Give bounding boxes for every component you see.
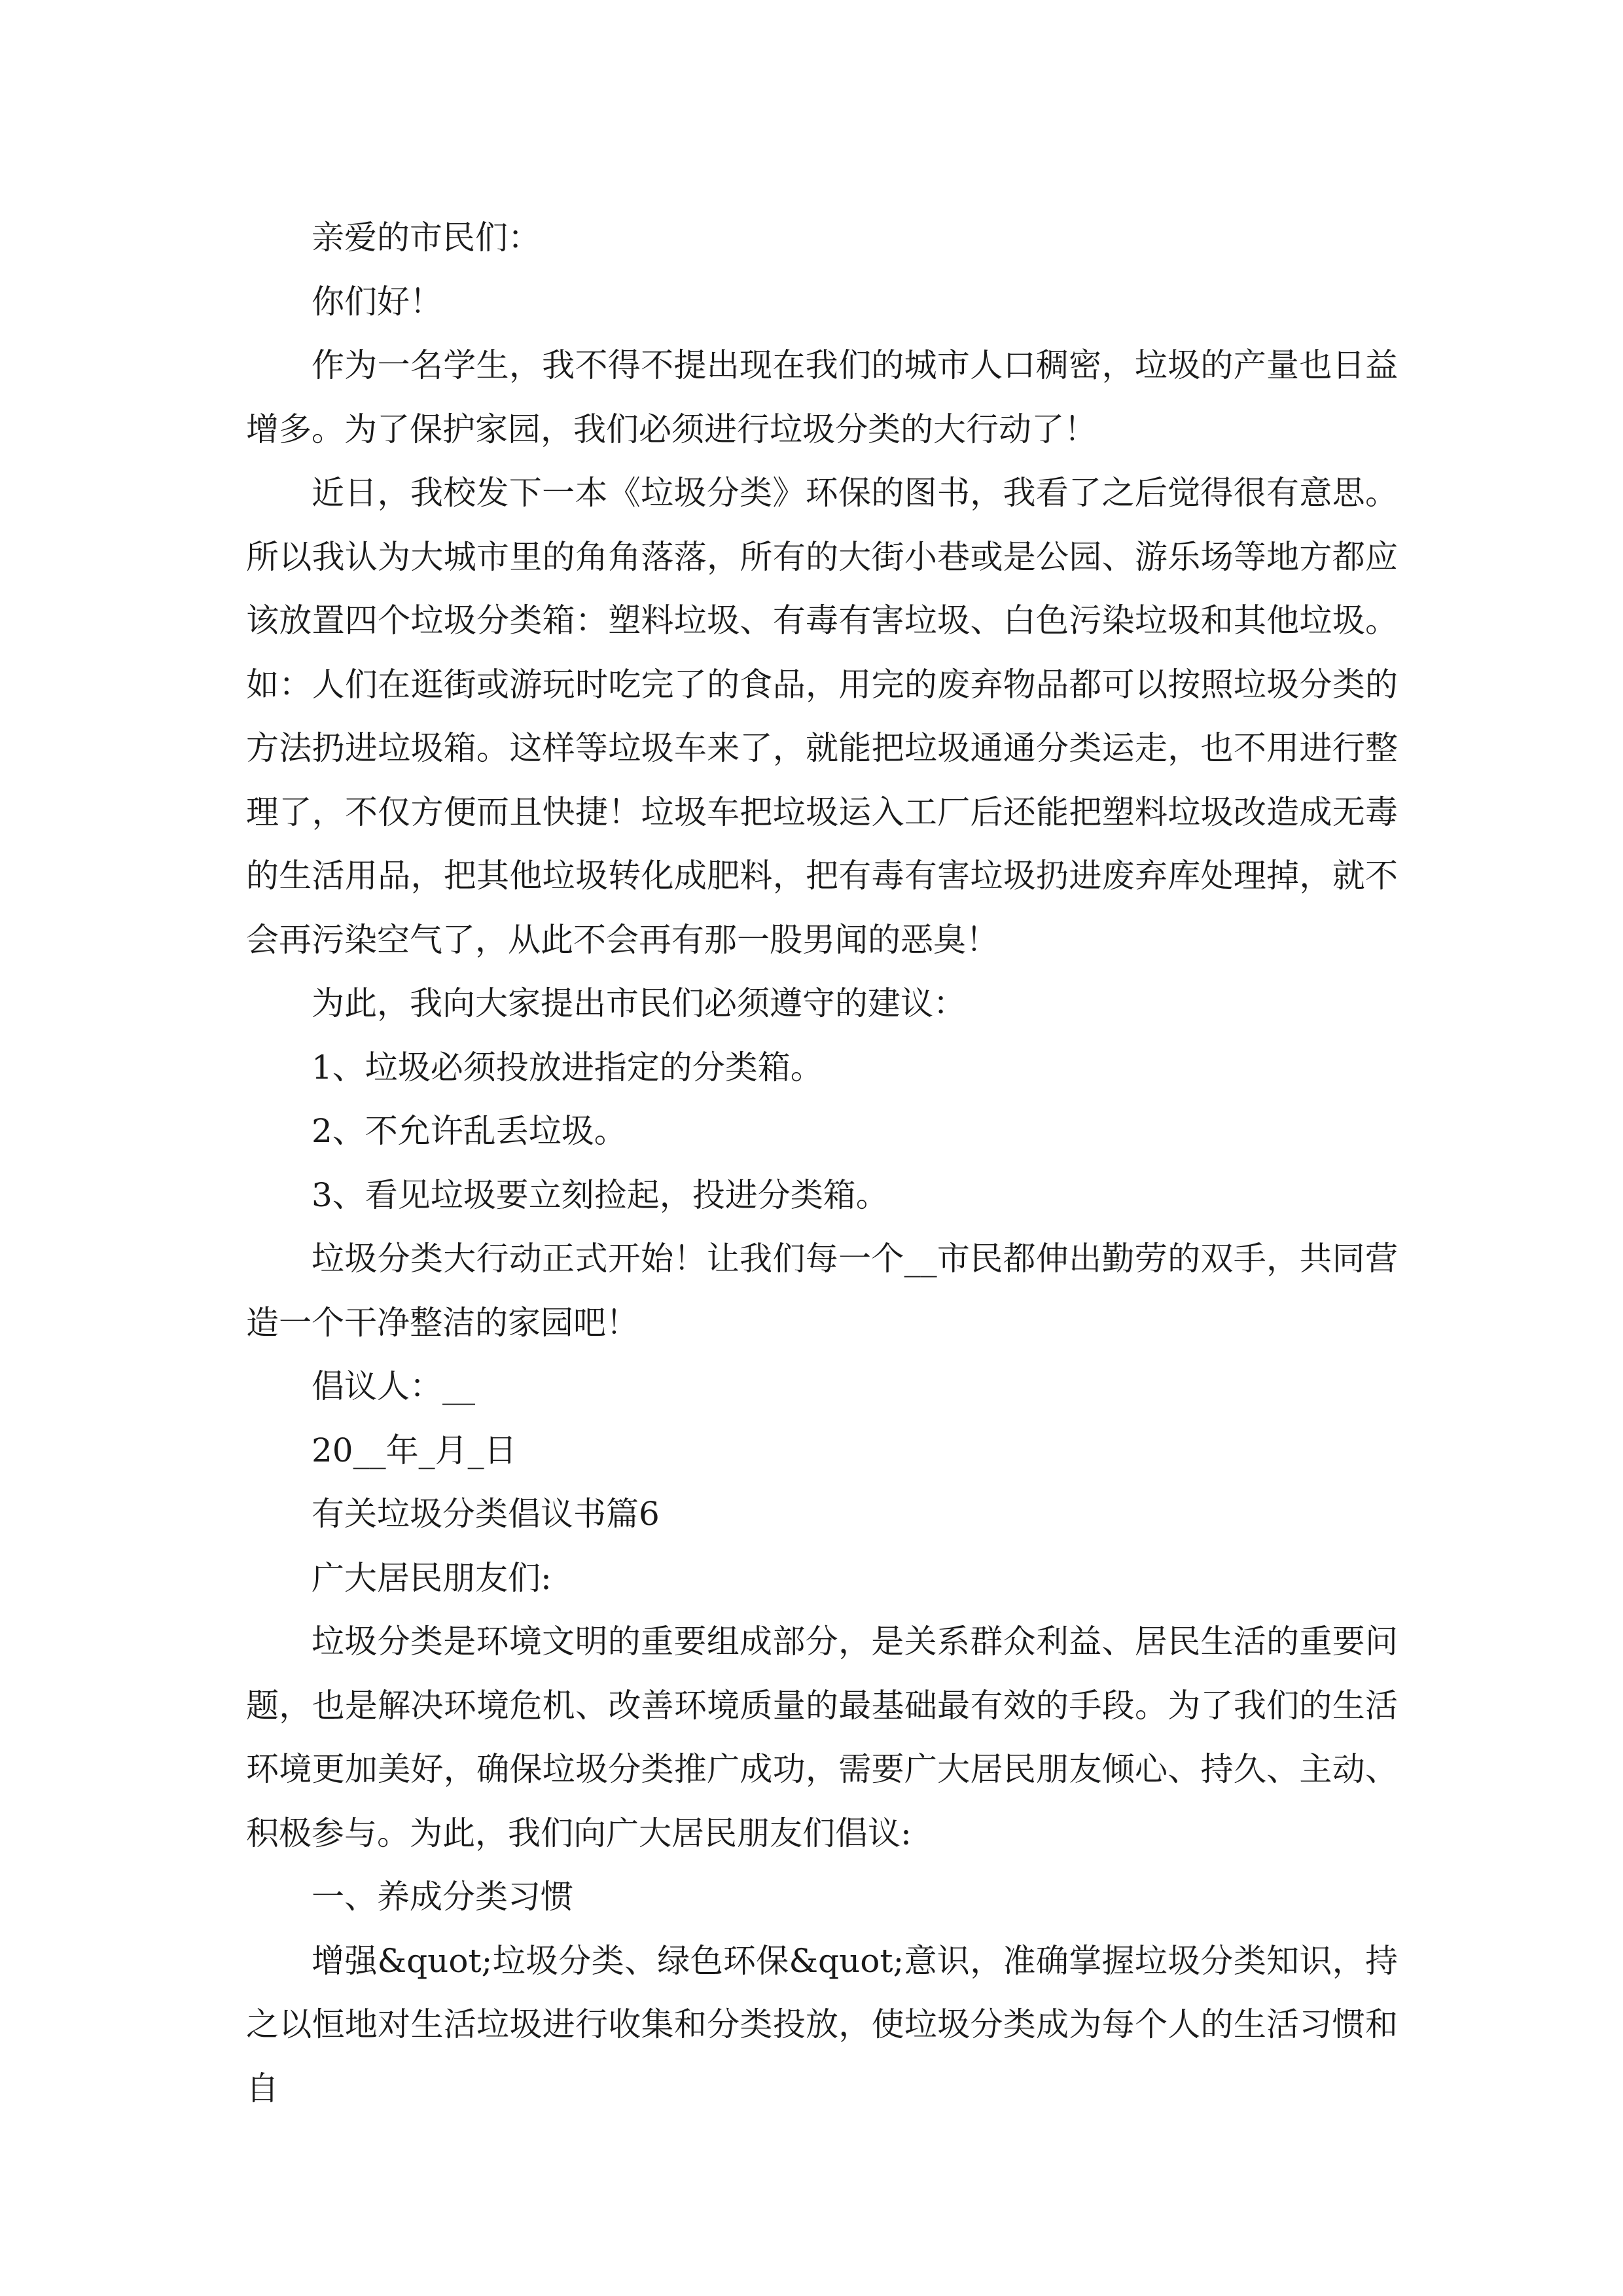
section-greeting: 广大居民朋友们: [312, 1558, 552, 1597]
section-heading-1: 一、养成分类习惯 [312, 1878, 573, 1916]
proposal-item-1: 1、垃圾必须投放进指定的分类箱。 [312, 1048, 823, 1086]
paragraph-body: 近日，我校发下一本《垃圾分类》环保的图书，我看了之后觉得很有意思。所以我认为大城市里的角角落落，所有的大街小巷或是公园、游乐场等地方都应该放置四个垃圾分类箱：塑料垃圾、有毒有害垃圾、白色污染垃圾和其他垃圾。如：人们在逛街或游玩时吃完了的食品，用完的废弃物品都可以按照垃圾分类的方法扔进垃圾箱。这样等垃圾车来了，就能把垃圾通通分类运走，也不用进行整理了，不仅方便而且快捷！垃圾车把垃圾运入工厂后还能把塑料垃圾改造成无毒的生活用品，把其他垃圾转化成肥料，把有毒有害垃圾扔进废弃库处理掉，就不会再污染空气了，从此不会再有那一股男闻的恶臭！ [246, 474, 1398, 959]
section-paragraph-1: 增强&quot;垃圾分类、绿色环保&quot;意识，准确掌握垃圾分类知识，持之以恒地对生活垃圾进行收集和分类投放，使垃圾分类成为每个人的生活习惯和自 [246, 1941, 1398, 2108]
document-body [246, 206, 1398, 2121]
signature-line: 倡议人：__ [312, 1367, 475, 1405]
proposal-item-2: 2、不允许乱丢垃圾。 [312, 1112, 627, 1150]
proposal-item-3: 3、看见垃圾要立刻捡起，投进分类箱。 [312, 1175, 889, 1214]
section-paragraph-intro: 垃圾分类是环境文明的重要组成部分，是关系群众利益、居民生活的重要问题，也是解决环境危机、改善环境质量的最基础最有效的手段。为了我们的生活环境更加美好，确保垃圾分类推广成功，需要广大居民朋友倾心、持久、主动、积极参与。为此，我们向广大居民朋友们倡议: [246, 1623, 1398, 1852]
salutation: 你们好！ [312, 282, 442, 321]
greeting: 亲爱的市民们： [312, 219, 541, 257]
section-title: 有关垃圾分类倡议书篇6 [312, 1495, 660, 1533]
date-line: 20__年_月_日 [312, 1431, 517, 1469]
paragraph-intro: 作为一名学生，我不得不提出现在我们的城市人口稠密，垃圾的产量也日益增多。为了保护家园，我们必须进行垃圾分类的大行动了！ [246, 346, 1398, 448]
paragraph-proposal-intro: 为此，我向大家提出市民们必须遵守的建议： [312, 984, 966, 1022]
paragraph-closing: 垃圾分类大行动正式开始！让我们每一个__市民都伸出勤劳的双手，共同营造一个干净整洁的家园吧！ [246, 1240, 1398, 1342]
